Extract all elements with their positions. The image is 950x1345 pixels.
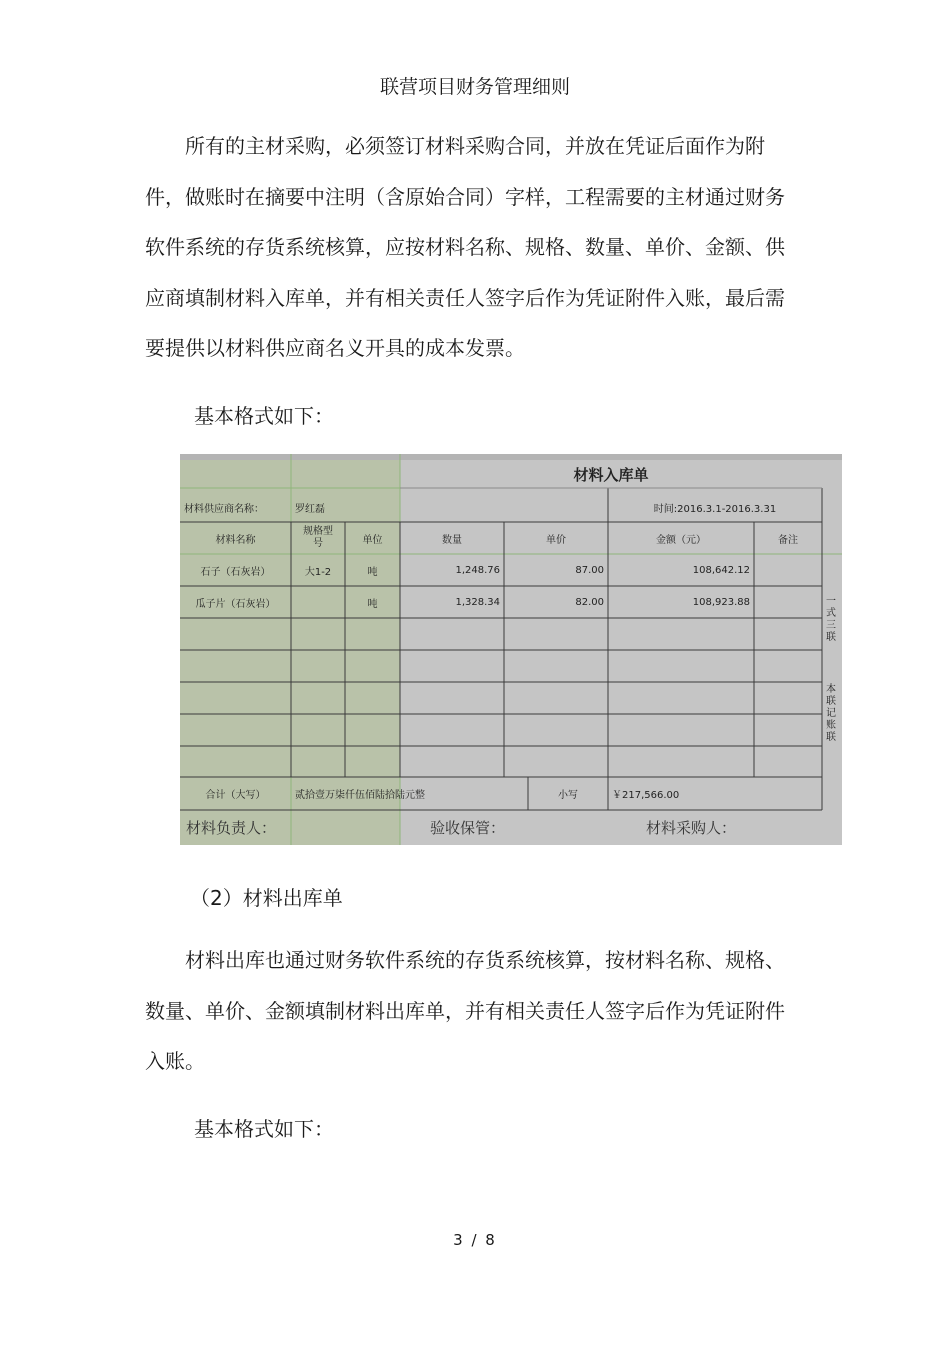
side-note-accounting: 本联记账联	[826, 684, 836, 743]
side-note-copies: 一式三联	[826, 596, 836, 643]
receipt-period: 时间:2016.3.1-2016.3.31	[653, 503, 777, 515]
row1-quantity: 1,248.76	[455, 564, 500, 576]
format-label-2: 基本格式如下：	[194, 1117, 334, 1141]
material-receipt-image	[180, 454, 842, 845]
signature-purchaser: 材料采购人：	[646, 819, 737, 837]
row2-unit: 吨	[367, 598, 378, 610]
supplier-name: 罗红磊	[295, 503, 325, 515]
row1-spec: 大1-2	[304, 566, 332, 578]
row1-unit: 吨	[367, 566, 378, 578]
row2-amount: 108,923.88	[692, 596, 750, 608]
subtotal-label: 小写	[558, 790, 578, 801]
row2-spec	[291, 586, 345, 618]
header-material-name: 材料名称	[215, 534, 256, 546]
header-amount: 金额（元）	[656, 534, 706, 546]
format-label: 基本格式如下：	[194, 404, 334, 428]
receipt-title: 材料入库单	[573, 465, 649, 484]
subtotal-value: ￥217,566.00	[612, 790, 680, 801]
header-spec: 规格型号	[303, 526, 333, 549]
row2-unit-price: 82.00	[575, 596, 604, 608]
paragraph-material-purchase: 所有的主材采购，必须签订材料采购合同，并放在凭证后面作为附件，做账时在摘要中注明（含原始合同）字样，工程需要的主材通过财务软件系统的存货系统核算，应按材料名称、规格、数量、单价、金额、供应商填制材料入库单，并有相关责任人签字后作为凭证附件入账，最后需要提供以材料供应商名义开具的成本发票。	[145, 134, 785, 360]
supplier-label: 材料供应商名称：	[184, 503, 264, 515]
header-unit: 单位	[362, 534, 383, 546]
signature-material-manager: 材料负责人：	[186, 819, 277, 837]
section-heading: （2）材料出库单	[190, 886, 343, 910]
row2-quantity: 1,328.34	[455, 596, 500, 608]
row1-amount: 108,642.12	[692, 564, 750, 576]
row1-name: 石子（石灰岩）	[200, 566, 271, 578]
row1-unit-price: 87.00	[575, 564, 604, 576]
row2-name: 瓜子片（石灰岩）	[195, 598, 276, 610]
total-in-words: 贰拾壹万柒仟伍佰陆拾陆元整	[295, 790, 425, 801]
header-remarks: 备注	[778, 534, 798, 546]
page-number: 3 / 8	[453, 1231, 497, 1249]
page-title: 联营项目财务管理细则	[379, 76, 570, 98]
header-unit-price: 单价	[546, 534, 566, 546]
signature-inspection: 验收保管：	[430, 819, 506, 837]
header-quantity: 数量	[442, 534, 462, 546]
paragraph-material-issue: 材料出库也通过财务软件系统的存货系统核算，按材料名称、规格、数量、单价、金额填制材料出库单，并有相关责任人签字后作为凭证附件入账。	[145, 948, 785, 1073]
total-label: 合计（大写）	[205, 790, 266, 801]
